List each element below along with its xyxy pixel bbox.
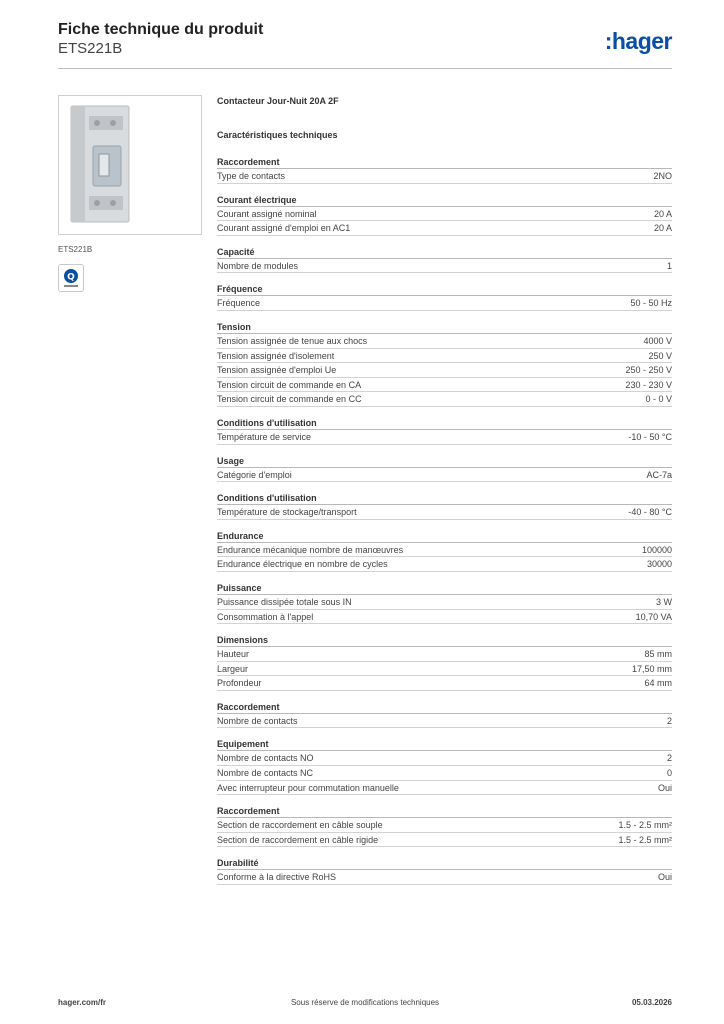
page-header bbox=[58, 20, 672, 70]
spec-value: -10 - 50 °C bbox=[628, 431, 672, 442]
spec-label: Tension assignée d'emploi Ue bbox=[217, 365, 337, 376]
spec-label: Température de service bbox=[217, 431, 312, 442]
spec-value: 0 bbox=[666, 768, 672, 779]
spec-label: Avec interrupteur pour commutation manuelle bbox=[217, 782, 399, 793]
spec-row bbox=[217, 296, 672, 311]
spec-section bbox=[217, 582, 672, 624]
spec-label: Tension circuit de commande en CA bbox=[217, 379, 362, 390]
spec-section bbox=[217, 634, 672, 691]
spec-value: 100000 bbox=[641, 544, 672, 555]
spec-row bbox=[217, 169, 672, 184]
spec-section bbox=[217, 701, 672, 729]
spec-row bbox=[217, 430, 672, 445]
spec-row bbox=[217, 833, 672, 848]
spec-section-title: Endurance bbox=[217, 530, 672, 543]
spec-row bbox=[217, 714, 672, 729]
spec-section-title: Tension bbox=[217, 321, 672, 334]
spec-section-title: Equipement bbox=[217, 738, 672, 751]
spec-row bbox=[217, 818, 672, 833]
spec-sections bbox=[217, 156, 672, 885]
spec-section-title: Conditions d'utilisation bbox=[217, 492, 672, 505]
spec-section-title: Raccordement bbox=[217, 156, 672, 169]
spec-row bbox=[217, 505, 672, 520]
contactor-product-image bbox=[65, 102, 137, 226]
spec-row bbox=[217, 392, 672, 407]
spec-section-title: Conditions d'utilisation bbox=[217, 417, 672, 430]
spec-section-title: Usage bbox=[217, 455, 672, 468]
spec-section bbox=[217, 857, 672, 885]
spec-row bbox=[217, 349, 672, 364]
spec-label: Section de raccordement en câble souple bbox=[217, 820, 383, 831]
spec-label: Catégorie d'emploi bbox=[217, 469, 292, 480]
spec-row bbox=[217, 610, 672, 625]
spec-value: 230 - 230 V bbox=[625, 379, 672, 390]
spec-section bbox=[217, 492, 672, 520]
spec-label: Tension circuit de commande en CC bbox=[217, 394, 362, 405]
spec-label: Largeur bbox=[217, 663, 249, 674]
spec-value: 4000 V bbox=[643, 335, 672, 346]
svg-text:Q: Q bbox=[67, 272, 75, 283]
spec-value: 17,50 mm bbox=[631, 663, 672, 674]
spec-value: 85 mm bbox=[644, 649, 672, 660]
product-name: Contacteur Jour-Nuit 20A 2F bbox=[217, 96, 339, 106]
spec-value: 3 W bbox=[655, 596, 672, 607]
product-sidebar bbox=[58, 95, 202, 292]
spec-value: 30000 bbox=[646, 559, 672, 570]
spec-row bbox=[217, 363, 672, 378]
spec-label: Hauteur bbox=[217, 649, 250, 660]
spec-section-title: Dimensions bbox=[217, 634, 672, 647]
spec-label: Nombre de contacts bbox=[217, 715, 298, 726]
spec-section bbox=[217, 530, 672, 572]
spec-label: Puissance dissipée totale sous IN bbox=[217, 596, 352, 607]
hager-logo: :hager bbox=[604, 28, 672, 54]
footer-date: 05.03.2026 bbox=[631, 998, 672, 1007]
header-divider bbox=[58, 68, 672, 69]
spec-value: 1.5 - 2.5 mm² bbox=[618, 834, 672, 845]
spec-section bbox=[217, 805, 672, 847]
spec-label: Type de contacts bbox=[217, 171, 286, 181]
product-image-caption: ETS221B bbox=[58, 245, 93, 254]
spec-row bbox=[217, 751, 672, 766]
spec-section bbox=[217, 156, 672, 184]
spec-row bbox=[217, 647, 672, 662]
spec-label: Tension assignée d'isolement bbox=[217, 350, 335, 361]
spec-label: Nombre de modules bbox=[217, 260, 299, 271]
spec-label: Endurance électrique en nombre de cycles bbox=[217, 559, 388, 570]
spec-value: AC-7a bbox=[646, 469, 672, 480]
document-title: Fiche technique du produit bbox=[58, 21, 264, 38]
spec-row bbox=[217, 781, 672, 796]
spec-value: 10,70 VA bbox=[635, 611, 672, 622]
spec-row bbox=[217, 468, 672, 483]
specifications-column bbox=[217, 95, 672, 895]
spec-label: Température de stockage/transport bbox=[217, 507, 357, 518]
spec-value: 2 bbox=[666, 753, 672, 764]
spec-label: Profondeur bbox=[217, 678, 262, 689]
spec-section bbox=[217, 246, 672, 274]
spec-section bbox=[217, 321, 672, 407]
spec-section bbox=[217, 455, 672, 483]
spec-value: 2NO bbox=[653, 171, 672, 181]
spec-value: 20 A bbox=[653, 223, 672, 234]
spec-row bbox=[217, 378, 672, 393]
spec-value: 64 mm bbox=[644, 678, 672, 689]
spec-label: Fréquence bbox=[217, 298, 261, 309]
spec-value: 0 - 0 V bbox=[645, 394, 672, 405]
spec-label: Courant assigné d'emploi en AC1 bbox=[217, 223, 351, 234]
spec-section bbox=[217, 283, 672, 311]
spec-value: Oui bbox=[657, 872, 672, 883]
spec-label: Nombre de contacts NC bbox=[217, 768, 314, 779]
spec-row bbox=[217, 557, 672, 572]
spec-label: Section de raccordement en câble rigide bbox=[217, 834, 379, 845]
spec-label: Courant assigné nominal bbox=[217, 208, 317, 219]
product-reference-title: ETS221B bbox=[58, 40, 123, 57]
spec-row bbox=[217, 662, 672, 677]
spec-row bbox=[217, 207, 672, 222]
spec-section-title: Capacité bbox=[217, 246, 672, 259]
spec-label: Nombre de contacts NO bbox=[217, 753, 314, 764]
spec-row bbox=[217, 221, 672, 236]
spec-section bbox=[217, 194, 672, 236]
spec-section-title: Puissance bbox=[217, 582, 672, 595]
spec-value: 2 bbox=[666, 715, 672, 726]
spec-row bbox=[217, 595, 672, 610]
spec-section-title: Courant électrique bbox=[217, 194, 672, 207]
spec-row bbox=[217, 334, 672, 349]
spec-row bbox=[217, 259, 672, 274]
footer-disclaimer: Sous réserve de modifications techniques bbox=[290, 998, 440, 1007]
spec-value: 1 bbox=[666, 260, 672, 271]
spec-section-title: Durabilité bbox=[217, 857, 672, 870]
spec-value: 1.5 - 2.5 mm² bbox=[618, 820, 672, 831]
spec-label: Endurance mécanique nombre de manœuvres bbox=[217, 544, 404, 555]
spec-row bbox=[217, 870, 672, 885]
spec-label: Conforme à la directive RoHS bbox=[217, 872, 337, 883]
product-image-frame bbox=[58, 95, 202, 235]
spec-section-title: Raccordement bbox=[217, 701, 672, 714]
spec-label: Consommation à l'appel bbox=[217, 611, 314, 622]
spec-value: -40 - 80 °C bbox=[628, 507, 672, 518]
technical-specs-heading: Caractéristiques techniques bbox=[217, 130, 338, 140]
spec-section-title: Raccordement bbox=[217, 805, 672, 818]
spec-row bbox=[217, 676, 672, 691]
spec-value: 50 - 50 Hz bbox=[630, 298, 672, 309]
spec-label: Tension assignée de tenue aux chocs bbox=[217, 335, 368, 346]
quality-certification-icon bbox=[58, 264, 84, 292]
spec-section-title: Fréquence bbox=[217, 283, 672, 296]
spec-section bbox=[217, 738, 672, 795]
spec-value: Oui bbox=[657, 782, 672, 793]
spec-row bbox=[217, 543, 672, 558]
spec-value: 250 V bbox=[648, 350, 672, 361]
footer-website: hager.com/fr bbox=[58, 998, 107, 1007]
spec-section bbox=[217, 417, 672, 445]
spec-row bbox=[217, 766, 672, 781]
spec-value: 250 - 250 V bbox=[625, 365, 672, 376]
spec-value: 20 A bbox=[653, 208, 672, 219]
